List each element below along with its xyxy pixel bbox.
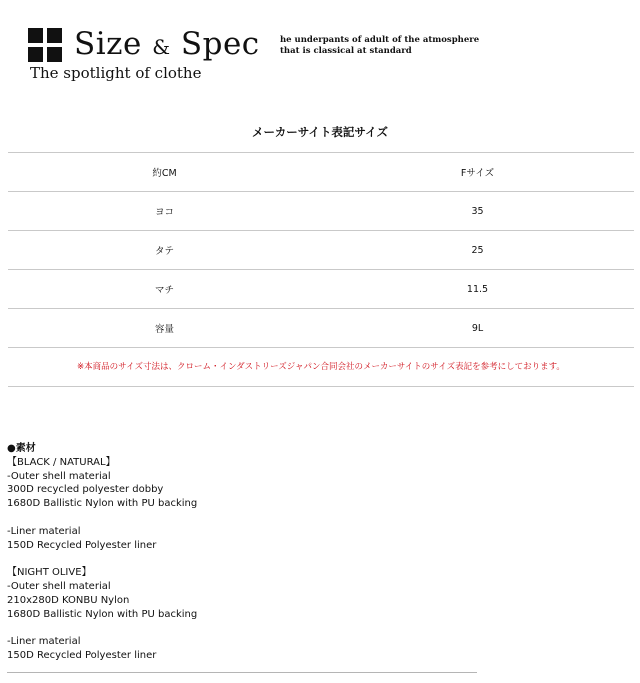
logo-title: Size & Spec bbox=[74, 26, 260, 62]
row-label: ヨコ bbox=[8, 192, 321, 231]
row-label: 容量 bbox=[8, 309, 321, 348]
outer-shell-label: -Outer shell material bbox=[7, 580, 111, 592]
spec-table-title: メーカーサイト表記サイズ bbox=[251, 125, 389, 139]
size-spec-table bbox=[8, 152, 634, 348]
outer-shell-label: -Outer shell material bbox=[7, 470, 111, 482]
color-group-name: 【NIGHT OLIVE】 bbox=[7, 567, 92, 579]
logo-subtitle: The spotlight of clothe bbox=[30, 64, 202, 82]
brand-header bbox=[28, 26, 628, 86]
liner-label: -Liner material bbox=[7, 525, 81, 537]
liner-label: -Liner material bbox=[7, 636, 81, 648]
size-note: ※本商品のサイズ寸法は、クローム・インダストリーズジャパン合同会社のメーカーサイトのサイズ表記を参考にしております。 bbox=[8, 348, 634, 387]
tagline-line-1: he underpants of adult of the atmosphere bbox=[280, 35, 480, 45]
column-header-unit: 約CM bbox=[8, 153, 321, 192]
row-value: 11.5 bbox=[321, 270, 634, 309]
tagline bbox=[280, 35, 479, 57]
material-heading: ●素材 bbox=[7, 443, 36, 454]
table-row bbox=[8, 192, 634, 231]
liner-item: 150D Recycled Polyester liner bbox=[7, 539, 157, 551]
liner-item: 150D Recycled Polyester liner bbox=[7, 649, 157, 661]
table-row bbox=[8, 309, 634, 348]
row-label: タテ bbox=[8, 231, 321, 270]
table-row bbox=[8, 231, 634, 270]
row-value: 35 bbox=[321, 192, 634, 231]
material-section bbox=[7, 442, 477, 663]
table-row bbox=[8, 270, 634, 309]
outer-shell-item: 1680D Ballistic Nylon with PU backing bbox=[7, 498, 198, 510]
column-header-size: Fサイズ bbox=[321, 153, 634, 192]
row-value: 9L bbox=[321, 309, 634, 348]
row-value: 25 bbox=[321, 231, 634, 270]
color-group-name: 【BLACK / NATURAL】 bbox=[7, 456, 116, 468]
table-header-row bbox=[8, 153, 634, 192]
outer-shell-item: 300D recycled polyester dobby bbox=[7, 484, 164, 496]
tagline-line-2: that is classical at standard bbox=[280, 46, 412, 56]
outer-shell-item: 210x280D KONBU Nylon bbox=[7, 594, 130, 606]
bottom-divider bbox=[7, 672, 477, 673]
row-label: マチ bbox=[8, 270, 321, 309]
outer-shell-item: 1680D Ballistic Nylon with PU backing bbox=[7, 608, 198, 620]
logo-squares-icon bbox=[28, 28, 62, 62]
